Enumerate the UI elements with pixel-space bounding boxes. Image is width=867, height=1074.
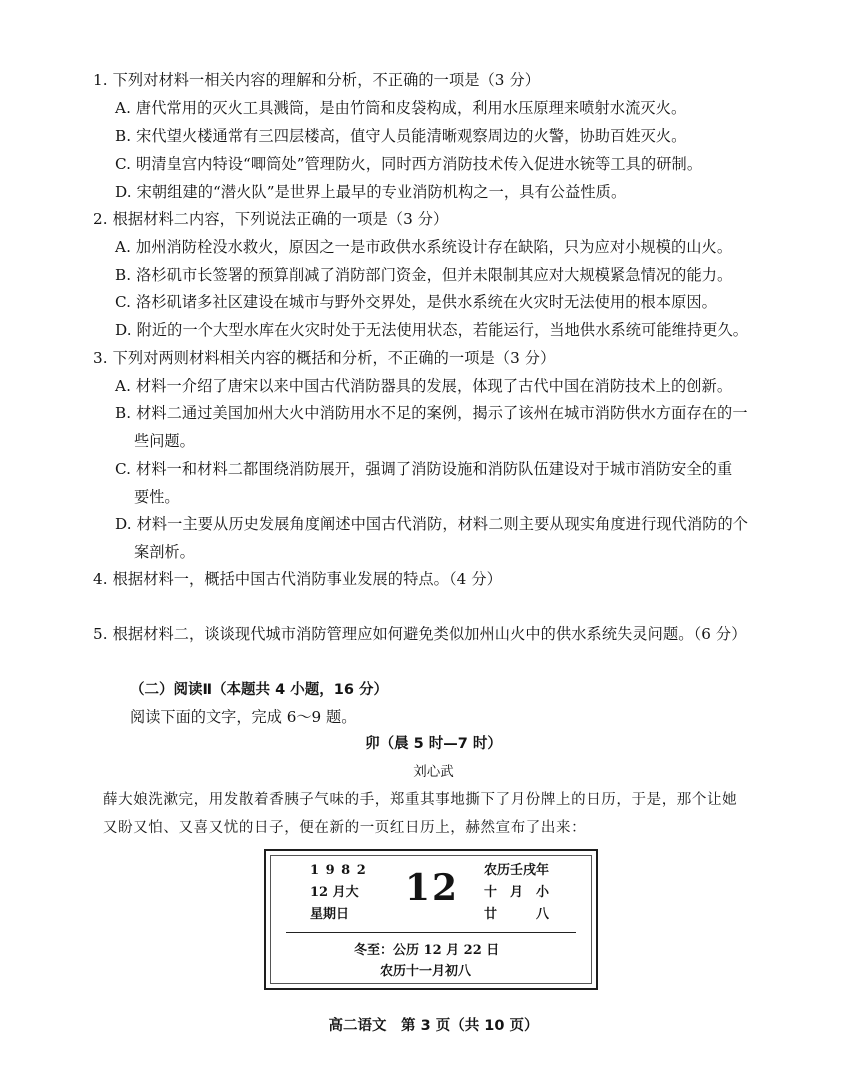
- calendar-month: 12 月大: [310, 885, 359, 900]
- question-1-option-a: A. 唐代常用的灭火工具溅筒，是由竹筒和皮袋构成，利用水压原理来喷射水流灭火。: [115, 99, 687, 117]
- question-2-option-c: C. 洛杉矶诸多社区建设在城市与野外交界处，是供水系统在火灾时无法使用的根本原因。: [115, 293, 717, 311]
- story-line-1: 薛大娘洗漱完，用发散着香胰子气味的手，郑重其事地撕下了月份牌上的日历，于是，那个让她: [103, 792, 738, 808]
- section-instruction: 阅读下面的文字，完成 6～9 题。: [130, 708, 357, 726]
- question-3-option-b-continuation: 些问题。: [134, 432, 195, 450]
- calendar-lunar-month: 十 月 小: [484, 885, 550, 900]
- question-3-option-b: B. 材料二通过美国加州大火中消防用水不足的案例，揭示了该州在城市消防供水方面存在的一: [115, 404, 748, 422]
- question-3-option-a: A. 材料一介绍了唐宋以来中国古代消防器具的发展，体现了古代中国在消防技术上的创新。: [115, 377, 733, 395]
- calendar-lunar-day: 廿 八: [484, 907, 550, 922]
- calendar-weekday: 星期日: [310, 907, 350, 922]
- story-line-2: 又盼又怕、又喜又忧的日子，便在新的一页红日历上，赫然宣布了出来：: [103, 820, 587, 836]
- question-2-option-a: A. 加州消防栓没水救火，原因之一是市政供水系统设计存在缺陷，只为应对小规模的山火。: [115, 238, 733, 256]
- question-1-option-c: C. 明清皇宫内特设“唧筒处”管理防火，同时西方消防技术传入促进水铳等工具的研制。: [115, 155, 703, 173]
- question-2-stem: 2. 根据材料二内容，下列说法正确的一项是（3 分）: [93, 210, 449, 228]
- story-author: 刘心武: [413, 764, 454, 780]
- question-4-stem: 4. 根据材料一，概括中国古代消防事业发展的特点。（4 分）: [93, 570, 502, 588]
- calendar-day-number: 12: [405, 867, 460, 909]
- section-heading: （二）阅读Ⅱ（本题共 4 小题，16 分）: [130, 682, 388, 698]
- calendar-year: 1 9 8 2: [310, 863, 367, 878]
- question-3-option-c-continuation: 要性。: [134, 488, 180, 506]
- story-title: 卯（晨 5 时—7 时）: [365, 736, 502, 752]
- calendar-lunar-date: 农历十一月初八: [380, 964, 472, 979]
- question-5-stem: 5. 根据材料二，谈谈现代城市消防管理应如何避免类似加州山火中的供水系统失灵问题。（6 分）: [93, 625, 747, 643]
- question-1-option-d: D. 宋朝组建的“潜火队”是世界上最早的专业消防机构之一，具有公益性质。: [115, 183, 627, 201]
- question-3-option-d-continuation: 案剖析。: [134, 543, 195, 561]
- question-3-option-d: D. 材料一主要从历史发展角度阐述中国古代消防，材料二则主要从现实角度进行现代消防的个: [115, 515, 749, 533]
- calendar-divider: [286, 932, 576, 933]
- calendar-lunar-year: 农历壬戌年: [484, 863, 550, 878]
- question-1-option-b: B. 宋代望火楼通常有三四层楼高，值守人员能清晰观察周边的火警，协助百姓灭火。: [115, 127, 687, 145]
- question-3-stem: 3. 下列对两则材料相关内容的概括和分析，不正确的一项是（3 分）: [93, 349, 556, 367]
- question-2-option-d: D. 附近的一个大型水库在火灾时处于无法使用状态，若能运行，当地供水系统可能维持更久。: [115, 321, 749, 339]
- page-footer: 高二语文 第 3 页（共 10 页）: [328, 1018, 539, 1034]
- calendar-page-figure: [264, 849, 598, 990]
- question-3-option-c: C. 材料一和材料二都围绕消防展开，强调了消防设施和消防队伍建设对于城市消防安全的重: [115, 460, 733, 478]
- question-2-option-b: B. 洛杉矶市长签署的预算削减了消防部门资金，但并未限制其应对大规模紧急情况的能力。: [115, 266, 733, 284]
- question-1-stem: 1. 下列对材料一相关内容的理解和分析，不正确的一项是（3 分）: [93, 71, 541, 89]
- calendar-solar-term: 冬至：公历 12 月 22 日: [354, 943, 500, 958]
